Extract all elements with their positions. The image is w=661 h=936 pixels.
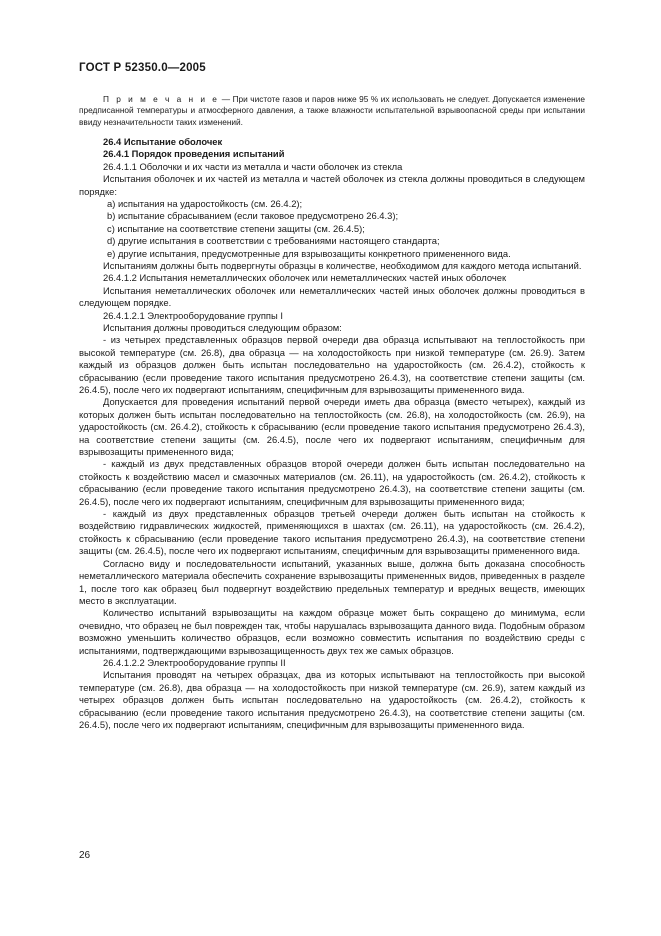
note bbox=[79, 94, 585, 128]
document-header: ГОСТ Р 52350.0—2005 bbox=[79, 62, 206, 74]
dash-item: - каждый из двух представленных образцов второй очереди должен быть испытан последовательно на стойкость к воздействию масел и смазочных материалов (см. 26.11), на ударостойкость (см. 26.4.2), стойкость к сбрасыванию (если проведение такого испытания предусмотрено 26.4.3), на соответствие степени защиты (см. 26.4.5), после чего их подвергают испытаниям, специфичным для взрывозащиты примененного вида; bbox=[79, 458, 585, 507]
paragraph: Испытания должны проводиться следующим образом: bbox=[103, 321, 342, 333]
paragraph: Согласно виду и последовательности испытаний, указанных выше, должна быть доказана способность неметаллического материала обеспечить сохранение взрывозащиты примененных видов, приведенных в разделе 1, после того как образец был подвергнут воздействию предельных температур и вредных веществ, имеющих место в эксплуатации. bbox=[79, 557, 585, 606]
dash-item: - из четырех представленных образцов первой очереди два образца испытывают на теплостойкость при высокой температуре (см. 26.8), два образца — на холодостойкость при низкой температуре (см. 26.9). Затем каждый из образцов должен быть испытан последовательно на ударостойкость (см. 26.4.2), стойкость к сбрасыванию (если проведение такого испытания предусмотрено 26.4.3), на соответствие степени защиты (см. 26.4.5), после чего их подвергают испытаниям, специфичным для взрывозащиты примененного вида. bbox=[79, 334, 585, 396]
section-26-4-1-2-2: 26.4.1.2.2 Электрооборудование группы II bbox=[103, 656, 286, 668]
section-26-4: 26.4 Испытание оболочек bbox=[103, 135, 223, 147]
document-body bbox=[79, 94, 585, 731]
page-number: 26 bbox=[79, 850, 91, 861]
paragraph: Допускается для проведения испытаний первой очереди иметь два образца (вместо четырех), каждый из которых должен быть испытан последовательно на теплостойкость (см. 26.8), на холодостойкость (см. 26.9), на ударостойкость (см. 26.4.2), стойкость к сбрасыванию (если проведение такого испытания предусмотрено 26.4.3), на соответствие степени защиты (см. 26.4.5), после чего их подвергают испытаниям, специфичным для взрывозащиты примененного вида; bbox=[79, 396, 585, 458]
list-item: e) другие испытания, предусмотренные для взрывозащиты конкретного примененного вида. bbox=[107, 247, 511, 259]
note-label: П р и м е ч а н и е bbox=[103, 94, 220, 104]
list-item: c) испытание на соответствие степени защиты (см. 26.4.5); bbox=[107, 222, 365, 234]
list-item: a) испытания на ударостойкость (см. 26.4.2); bbox=[107, 197, 303, 209]
section-26-4-1-2-1: 26.4.1.2.1 Электрооборудование группы I bbox=[103, 309, 283, 321]
list-item: d) другие испытания в соответствии с требованиями настоящего стандарта; bbox=[107, 235, 440, 247]
paragraph: Испытания неметаллических оболочек или неметаллических частей иных оболочек должны проводиться в следующем порядке. bbox=[79, 284, 585, 309]
list-item: b) испытание сбрасыванием (если таковое предусмотрено 26.4.3); bbox=[107, 210, 399, 222]
section-26-4-1-1: 26.4.1.1 Оболочки и их части из металла и части оболочек из стекла bbox=[103, 160, 403, 172]
paragraph: Количество испытаний взрывозащиты на каждом образце может быть сокращено до минимума, если очевидно, что образец не был поврежден так, чтобы нарушалась взрывозащита данного вида. Подобным образом возможно уменьшить количество образцов, если возможно совместить испытания по воздействию среды с испытаниями, подтверждающими взрывозащищенность двух тех же самых образцов. bbox=[79, 607, 585, 656]
section-26-4-1: 26.4.1 Порядок проведения испытаний bbox=[103, 148, 285, 160]
paragraph: Испытаниям должны быть подвергнуты образцы в количестве, необходимом для каждого метода испытаний. bbox=[103, 259, 582, 271]
note-text: — При чистоте газов и паров ниже 95 % их использовать не следует. Допускается изменение предписанной температуры и атмосферного давления, а также влажности испытательной взрывоопасной среды при испытании ввиду незначительности таких изменений. bbox=[79, 94, 585, 127]
paragraph: Испытания проводят на четырех образцах, два из которых испытывают на теплостойкость при высокой температуре (см. 26.8), два образца — на холодостойкость при низкой температуре (см. 26.9), затем каждый из четырех образцов должен быть испытан последовательно на ударостойкость (см. 26.4.2), стойкость к сбрасыванию (если проведение такого испытания предусмотрено 26.4.3), на соответствие степени защиты (см. 26.4.5), после чего их подвергают испытаниям, специфичным для взрывозащиты примененного вида. bbox=[79, 669, 585, 730]
paragraph: Испытания оболочек и их частей из металла и частей оболочек из стекла должны проводиться в следующем порядке: bbox=[79, 173, 585, 197]
section-26-4-1-2: 26.4.1.2 Испытания неметаллических оболочек или неметаллических частей иных оболочек bbox=[103, 272, 507, 284]
dash-item: - каждый из двух представленных образцов третьей очереди должен быть испытан на стойкость к воздействию гидравлических жидкостей, применяющихся в шахтах (см. 26.11), на ударостойкость (см. 26.4.2), стойкость к сбрасыванию (если проведение такого испытания предусмотрено 26.4.3), на соответствие степени защиты (см. 26.4.5), после чего их подвергают испытаниям, специфичным для взрывозащиты примененного вида. bbox=[79, 508, 585, 557]
